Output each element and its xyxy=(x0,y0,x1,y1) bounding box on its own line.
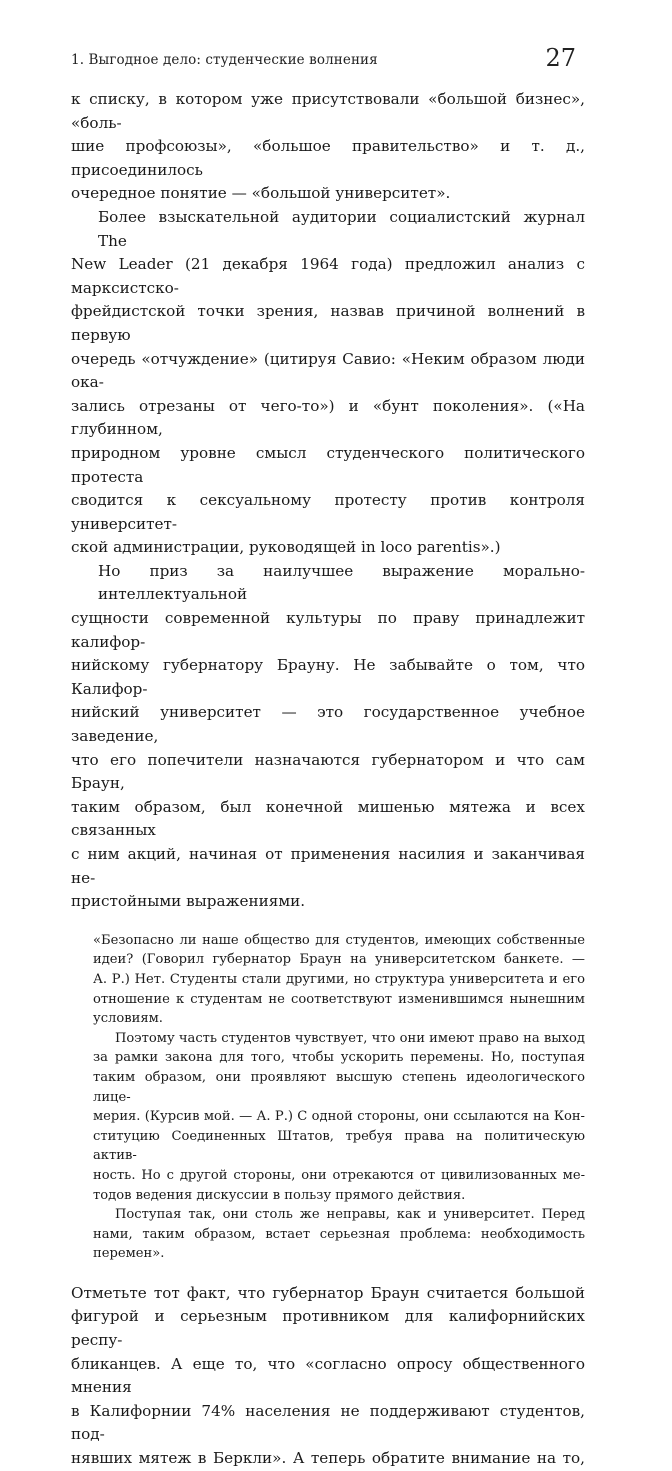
text-line: ность. Но с другой стороны, они отрекаются от цивилизованных ме- xyxy=(93,1167,585,1183)
text-line: что его попечители назначаются губернатором и что сам Браун, xyxy=(71,750,585,793)
text-line: ской администрации, руководящей in loco parentis».) xyxy=(71,538,501,557)
text-line: пристойными выражениями. xyxy=(71,892,306,911)
paragraph-2 xyxy=(71,206,585,560)
text-line: очередь «отчуждение» (цитируя Савио: «Неким образом люди ока- xyxy=(71,349,585,392)
text-line: сводится к сексуальному протесту против контроля университет- xyxy=(71,491,585,533)
quote-paragraph-2 xyxy=(93,1029,585,1205)
text-line: фрейдистской точки зрения, назвав причиной волнений в первую xyxy=(71,302,585,344)
text-line: Отметьте тот факт, что губернатор Браун считается большой xyxy=(71,1283,585,1302)
text-line: условиям. xyxy=(93,1011,163,1027)
text-line: к списку, в котором уже присутствовали «большой бизнес», «боль- xyxy=(71,90,585,132)
text-line: отношение к студентам не соответствуют изменившимся нынешним xyxy=(93,991,585,1007)
text-line: идеи? (Говорил губернатор Браун на университетском банкете. — xyxy=(93,952,585,968)
body-text xyxy=(71,88,585,1471)
text-line: фигурой и серьезным противником для калифорнийских респу- xyxy=(71,1307,585,1350)
text-line: New Leader (21 декабря 1964 года) предложил анализ с марксистско- xyxy=(71,255,585,297)
text-line: сущности современной культуры по праву принадлежит калифор- xyxy=(71,609,585,651)
quote-paragraph-3 xyxy=(93,1205,585,1264)
text-line: нийский университет — это государственное учебное заведение, xyxy=(71,703,585,746)
text-line: таким образом, они проявляют высшую степень идеологического лице- xyxy=(93,1069,585,1105)
text-line: перемен». xyxy=(93,1246,165,1262)
block-quote xyxy=(93,931,585,1264)
text-line: нами, таким образом, встает серьезная проблема: необходимость xyxy=(93,1226,585,1242)
text-line: мерия. (Курсив мой. — А. Р.) С одной стороны, они ссылаются на Кон- xyxy=(93,1109,585,1125)
paragraph-4 xyxy=(71,1282,585,1471)
text-line: Поступая так, они столь же неправы, как и университет. Перед xyxy=(115,1207,585,1223)
text-line: «Безопасно ли наше общество для студентов, имеющих собственные xyxy=(93,932,585,948)
text-line: тодов ведения дискуссии в пользу прямого действия. xyxy=(93,1187,466,1203)
text-line: Но приз за наилучшее выражение морально-интеллектуальной xyxy=(98,561,585,604)
text-line: нявших мятеж в Беркли». А теперь обратите внимание на то, xyxy=(71,1449,585,1468)
text-line: ституцию Соединенных Штатов, требуя права на политическую актив- xyxy=(93,1128,585,1164)
text-line: А. Р.) Нет. Студенты стали другими, но структура университета и его xyxy=(93,971,585,987)
paragraph-1 xyxy=(71,88,585,206)
text-line: шие профсоюзы», «большое правительство» и т. д., присоединилось xyxy=(71,137,585,179)
text-line: очередное понятие — «большой университет». xyxy=(71,184,451,203)
text-line: зались отрезаны от чего-то») и «бунт поколения». («На глубинном, xyxy=(71,396,585,439)
paragraph-3 xyxy=(71,560,585,914)
text-line: нийскому губернатору Брауну. Не забывайте о том, что Калифор- xyxy=(71,656,585,698)
text-line: Поэтому часть студентов чувствует, что они имеют право на выход xyxy=(115,1030,585,1046)
text-line: бликанцев. А еще то, что «согласно опросу общественного мнения xyxy=(71,1354,585,1397)
text-line: природном уровне смысл студенческого политического протеста xyxy=(71,443,585,486)
text-line: таким образом, был конечной мишенью мятежа и всех связанных xyxy=(71,797,585,840)
text-line: с ним акций, начиная от применения насилия и заканчивая не- xyxy=(71,845,585,887)
page-number: 27 xyxy=(545,44,576,72)
text-line: в Калифорнии 74% населения не поддерживают студентов, под- xyxy=(71,1401,585,1444)
running-head: 1. Выгодное дело: студенческие волнения xyxy=(71,52,378,68)
text-line: Более взыскательной аудитории социалистский журнал The xyxy=(98,207,585,250)
text-line: за рамки закона для того, чтобы ускорить перемены. Но, поступая xyxy=(93,1050,585,1066)
quote-paragraph-1 xyxy=(93,931,585,1029)
